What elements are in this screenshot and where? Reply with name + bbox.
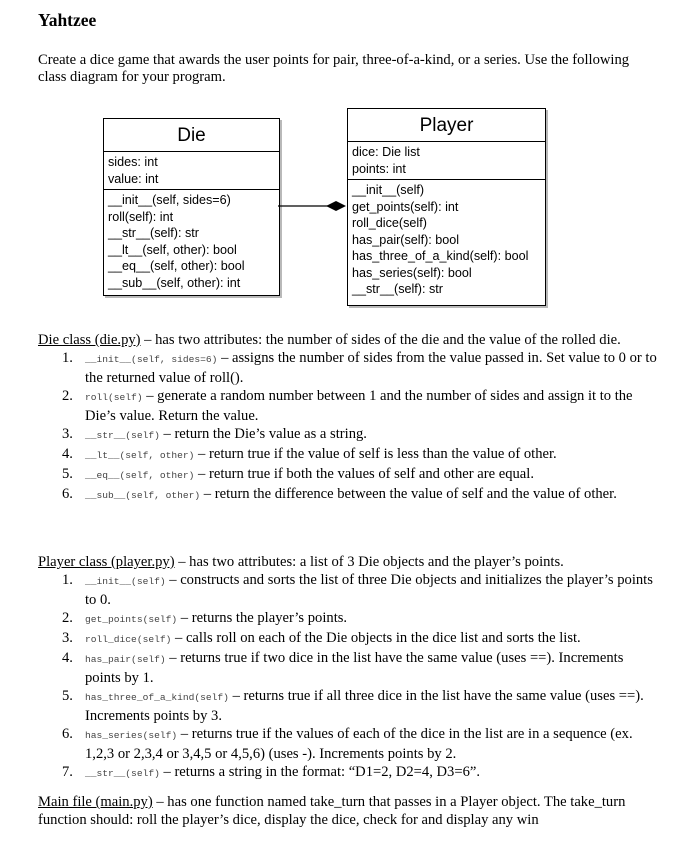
player-method: __init__(self) <box>352 183 425 197</box>
player-section-desc: – has two attributes: a list of 3 Die objects and the player’s points. <box>174 554 564 570</box>
item-text: – constructs and sorts the list of three Die objects and initializes the player’s points to 0. <box>85 572 653 608</box>
die-section-intro <box>38 331 658 349</box>
die-section-desc: – has two attributes: the number of sides of the die and the value of the rolled die. <box>140 332 621 348</box>
die-attribute: sides: int <box>108 155 158 169</box>
player-method-list <box>38 571 658 783</box>
item-number: 2. <box>62 388 73 404</box>
list-item <box>38 387 658 425</box>
method-code: __sub__(self, other) <box>85 490 201 501</box>
item-text: – return the Die’s value as a string. <box>159 426 367 442</box>
item-text: – assigns the number of sides from the value passed in. Set value to 0 or to the returned value of roll(). <box>85 350 657 386</box>
composition-connector <box>278 196 350 216</box>
list-item <box>38 687 658 725</box>
die-section-heading: Die class (die.py) <box>38 332 141 348</box>
list-item <box>38 485 658 505</box>
die-method: roll(self): int <box>108 209 174 224</box>
main-section-heading: Main file (main.py) <box>38 794 153 810</box>
method-code: has_series(self) <box>85 730 178 741</box>
item-number: 5. <box>62 466 73 482</box>
die-method: __init__(self, sides=6) <box>108 193 231 207</box>
item-number: 5. <box>62 688 73 704</box>
item-number: 2. <box>62 610 73 626</box>
method-code: __eq__(self, other) <box>85 470 195 481</box>
item-text: – return true if the value of self is less than the value of other. <box>194 446 557 462</box>
player-methods <box>348 180 545 300</box>
die-method-list <box>38 349 658 505</box>
item-number: 4. <box>62 446 73 462</box>
die-method: __str__(self): str <box>108 226 199 240</box>
list-item <box>38 425 658 445</box>
player-section-heading: Player class (player.py) <box>38 554 175 570</box>
list-item <box>38 629 658 649</box>
item-text: – calls roll on each of the Die objects in the dice list and sorts the list. <box>171 630 581 646</box>
main-section <box>38 793 658 829</box>
item-number: 3. <box>62 426 73 442</box>
list-item <box>38 465 658 485</box>
item-text: – returns true if the values of each of the dice in the list are in a sequence (ex. 1,2,3 or 2,3,4 or 3,4,5 or 4,5,6) (uses -). Increments points by 2. <box>85 726 633 762</box>
player-method: has_three_of_a_kind(self): bool <box>352 249 529 263</box>
method-code: roll_dice(self) <box>85 634 172 645</box>
item-number: 1. <box>62 350 73 366</box>
method-code: roll(self) <box>85 392 143 403</box>
die-class-name: Die <box>104 119 279 152</box>
list-item <box>38 445 658 465</box>
player-method: __str__(self): str <box>352 282 443 296</box>
player-method: get_points(self): int <box>352 199 459 214</box>
player-section-intro <box>38 553 658 571</box>
player-class-box <box>347 108 546 306</box>
intro-paragraph: Create a dice game that awards the user points for pair, three-of-a-kind, or a series. Use the following class diagram for your program. <box>38 52 630 85</box>
list-item <box>38 649 658 687</box>
main-section-desc: – has one function named take_turn that passes in a Player object. The take_turn function should: roll the player’s dice, display the dice, check for and display any win <box>38 794 626 828</box>
item-number: 7. <box>62 764 73 780</box>
die-attributes <box>104 152 279 190</box>
list-item <box>38 571 658 609</box>
method-code: __lt__(self, other) <box>85 450 195 461</box>
method-code: __init__(self) <box>85 576 166 587</box>
list-item <box>38 725 658 763</box>
player-class-name: Player <box>348 109 545 142</box>
die-class-box <box>103 118 280 296</box>
list-item <box>38 609 658 629</box>
method-code: __str__(self) <box>85 430 160 441</box>
method-code: has_pair(self) <box>85 654 166 665</box>
composition-diamond-icon <box>326 201 346 211</box>
player-attribute: dice: Die list <box>352 145 420 159</box>
item-text: – returns true if two dice in the list have the same value (uses ==). Increments points by 1. <box>85 650 624 686</box>
die-methods <box>104 190 279 293</box>
item-text: – generate a random number between 1 and the number of sides and assign it to the Die’s value. Return the value. <box>85 388 633 424</box>
item-number: 4. <box>62 650 73 666</box>
item-number: 6. <box>62 726 73 742</box>
die-method: __sub__(self, other): int <box>108 275 241 290</box>
die-method: __eq__(self, other): bool <box>108 259 245 273</box>
page-title: Yahtzee <box>38 10 97 30</box>
item-text: – return the difference between the value of self and the value of other. <box>200 486 617 502</box>
method-code: __init__(self, sides=6) <box>85 354 218 365</box>
item-text: – returns the player’s points. <box>177 610 348 626</box>
die-attribute: value: int <box>108 171 159 186</box>
item-text: – return true if both the values of self and other are equal. <box>194 466 534 482</box>
player-method: roll_dice(self) <box>352 216 427 230</box>
die-section <box>38 331 658 505</box>
list-item <box>38 763 658 783</box>
player-method: has_pair(self): bool <box>352 232 460 247</box>
item-number: 1. <box>62 572 73 588</box>
item-number: 6. <box>62 486 73 502</box>
list-item <box>38 349 658 387</box>
player-method: has_series(self): bool <box>352 265 472 280</box>
item-number: 3. <box>62 630 73 646</box>
method-code: __str__(self) <box>85 768 160 779</box>
method-code: get_points(self) <box>85 614 178 625</box>
item-text: – returns true if all three dice in the list have the same value (uses ==). Increments points by 3. <box>85 688 644 724</box>
player-attribute: points: int <box>352 161 406 176</box>
player-attributes <box>348 142 545 180</box>
player-section <box>38 553 658 783</box>
item-text: – returns a string in the format: “D1=2, D2=4, D3=6”. <box>159 764 480 780</box>
method-code: has_three_of_a_kind(self) <box>85 692 229 703</box>
die-method: __lt__(self, other): bool <box>108 242 237 257</box>
